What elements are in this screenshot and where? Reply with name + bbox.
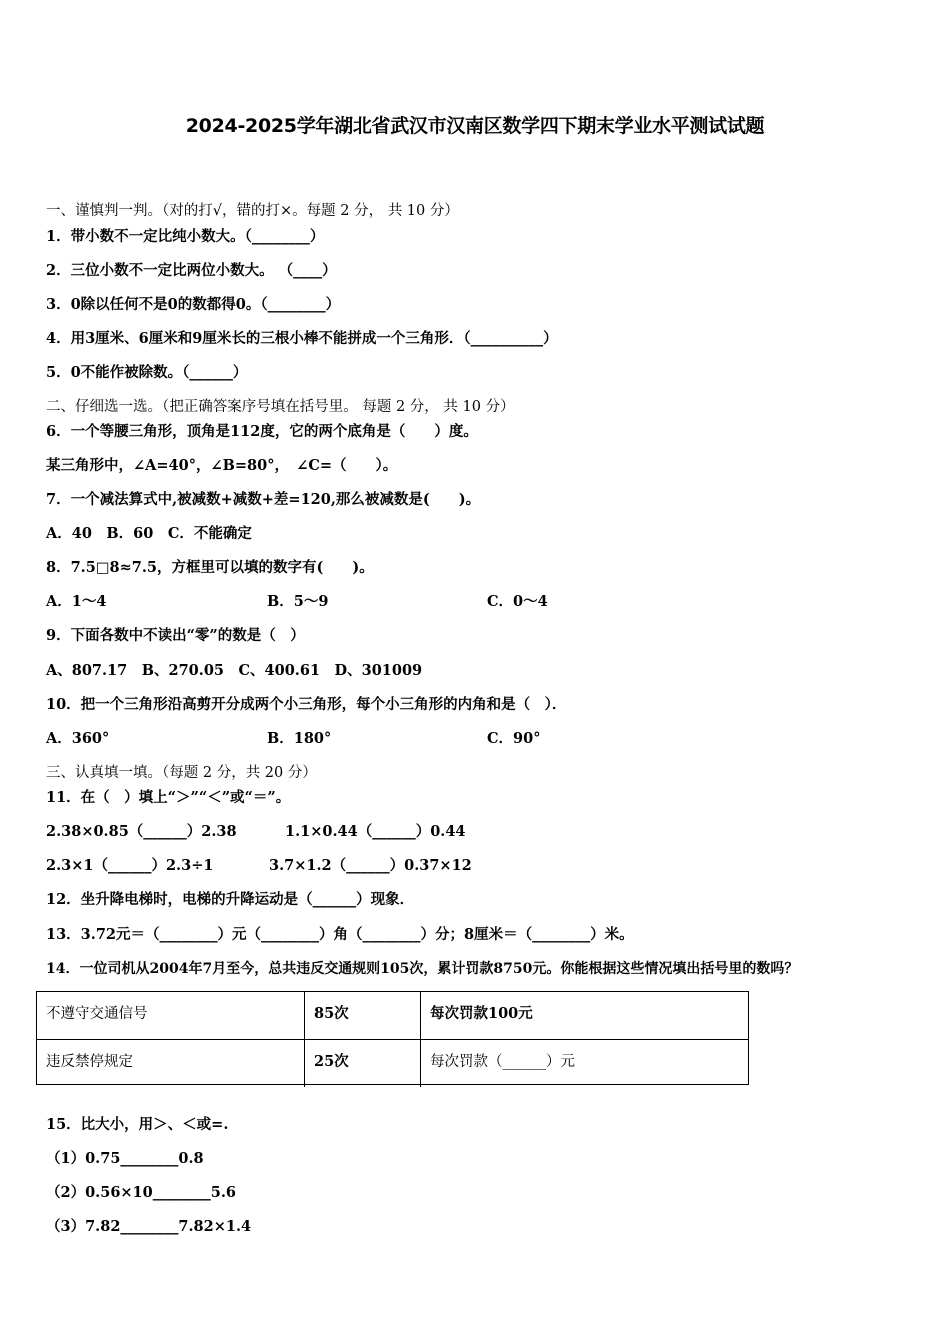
question-13: 13．3.72元＝（________）元（________）角（________）分；8厘米＝（________）米。 (46, 926, 634, 943)
question-9-options: A、807.17 B、270.05 C、400.61 D、301009 (46, 662, 423, 679)
question-4: 4．用3厘米、6厘米和9厘米长的三根小棒不能拼成一个三角形．（__________） (46, 330, 558, 347)
question-3: 3．0除以任何不是0的数都得0。（________） (46, 296, 341, 313)
table-row (37, 1039, 748, 1087)
question-15-part-2: （2）0.56×10________5.6 (46, 1184, 236, 1201)
question-11-item-3: 2.3×1（______）2.3÷1 (46, 857, 214, 874)
page-title: 2024-2025学年湖北省武汉市汉南区数学四下期末学业水平测试试题 (185, 115, 765, 137)
table-cell: 25次 (304, 1040, 420, 1087)
question-10-option-a: A．360° (46, 730, 110, 747)
question-6-part: 某三角形中，∠A=40°，∠B=80°， ∠C=（ ）。 (46, 457, 398, 474)
question-6: 6．一个等腰三角形，顶角是112度，它的两个底角是（ ）度。 (46, 423, 478, 440)
question-15: 15．比大小，用＞、＜或=. (46, 1116, 229, 1133)
question-2: 2．三位小数不一定比两位小数大。 （____） (46, 262, 337, 279)
section-2-heading: 二、仔细选一选。（把正确答案序号填在括号里。 每题 2 分， 共 10 分） (46, 399, 515, 415)
question-8: 8．7.5□8≈7.5，方框里可以填的数字有( )。 (46, 559, 374, 576)
question-8-option-a: A．1～4 (46, 593, 107, 610)
question-5: 5．0不能作被除数。（______） (46, 364, 248, 381)
table-cell: 违反禁停规定 (46, 1054, 133, 1070)
table-row (37, 992, 748, 1039)
question-15-part-3: （3）7.82________7.82×1.4 (46, 1218, 252, 1235)
table-cell: 每次罚款100元 (420, 992, 748, 1039)
question-11: 11．在（ ）填上“＞”“＜”或“＝”。 (46, 789, 291, 806)
table-cell: 每次罚款（______）元 (420, 1040, 748, 1087)
question-10-option-b: B．180° (267, 730, 332, 747)
question-14: 14．一位司机从2004年7月至今，总共违反交通规则105次，累计罚款8750元。你能根据这些情况填出括号里的数吗？ (46, 961, 799, 977)
question-9: 9．下面各数中不读出“零”的数是（ ） (46, 627, 305, 644)
question-8-option-b: B．5～9 (267, 593, 329, 610)
question-7: 7．一个减法算式中,被减数+减数+差=120,那么被减数是( )。 (46, 491, 481, 508)
fines-table (36, 991, 749, 1085)
question-11-item-1: 2.38×0.85（______）2.38 (46, 823, 237, 840)
question-11-item-2: 1.1×0.44（______）0.44 (285, 823, 466, 840)
section-1-heading: 一、谨慎判一判。（对的打√，错的打×。每题 2 分， 共 10 分） (46, 203, 459, 219)
question-8-option-c: C．0～4 (487, 593, 548, 610)
question-12: 12．坐升降电梯时，电梯的升降运动是（______）现象． (46, 891, 415, 908)
question-10: 10．把一个三角形沿高剪开分成两个小三角形，每个小三角形的内角和是（ ）． (46, 696, 567, 713)
question-1: 1．带小数不一定比纯小数大。（________） (46, 228, 325, 245)
question-7-options: A．40 B．60 C．不能确定 (46, 525, 252, 542)
table-cell: 85次 (304, 992, 420, 1039)
question-15-part-1: （1）0.75________0.8 (46, 1150, 204, 1167)
table-cell: 不遵守交通信号 (46, 1006, 148, 1022)
question-11-item-4: 3.7×1.2（______）0.37×12 (269, 857, 472, 874)
section-3-heading: 三、认真填一填。（每题 2 分，共 20 分） (46, 765, 317, 781)
question-10-option-c: C．90° (487, 730, 541, 747)
